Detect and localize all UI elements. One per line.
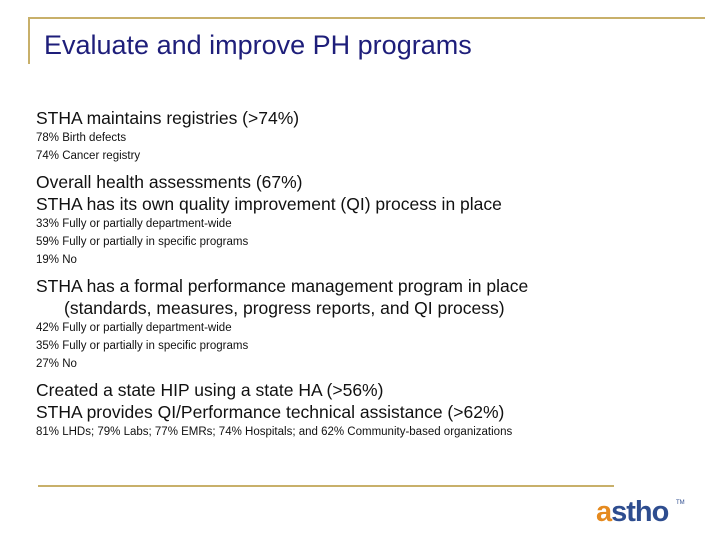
sub-bullet-pm-no: 27% No	[36, 358, 77, 370]
frame-top-rule	[28, 17, 705, 19]
frame-bottom-rule	[38, 485, 614, 487]
sub-bullet-ta-breakdown: 81% LHDs; 79% Labs; 77% EMRs; 74% Hospitals; and 62% Community-based organizations	[36, 426, 513, 438]
sub-bullet-qi-specific: 59% Fully or partially in specific programs	[36, 236, 249, 248]
sub-bullet-birth-defects: 78% Birth defects	[36, 132, 127, 144]
logo-wordmark	[596, 492, 668, 532]
slide-title: Evaluate and improve PH programs	[44, 30, 472, 60]
logo-trademark: TM	[676, 500, 685, 506]
bullet-performance-management-continuation: (standards, measures, progress reports, and QI process)	[64, 298, 505, 318]
logo-letters-stho: stho	[611, 496, 669, 528]
bullet-registries: STHA maintains registries (>74%)	[36, 108, 300, 128]
bullet-technical-assistance: STHA provides QI/Performance technical assistance (>62%)	[36, 402, 505, 422]
logo-letter-a: a	[596, 496, 612, 528]
sub-bullet-pm-specific: 35% Fully or partially in specific programs	[36, 340, 249, 352]
sub-bullet-qi-dept-wide: 33% Fully or partially department-wide	[36, 218, 232, 230]
bullet-health-assessments: Overall health assessments (67%)	[36, 172, 303, 192]
bullet-state-hip: Created a state HIP using a state HA (>56%)	[36, 380, 384, 400]
bullet-list	[36, 107, 676, 441]
astho-logo	[596, 492, 686, 532]
bullet-qi-process: STHA has its own quality improvement (QI) process in place	[36, 194, 502, 214]
frame-left-rule	[28, 17, 30, 64]
bullet-performance-management: STHA has a formal performance management program in place	[36, 276, 529, 296]
sub-bullet-cancer-registry: 74% Cancer registry	[36, 150, 141, 162]
sub-bullet-pm-dept-wide: 42% Fully or partially department-wide	[36, 322, 232, 334]
sub-bullet-qi-no: 19% No	[36, 254, 77, 266]
